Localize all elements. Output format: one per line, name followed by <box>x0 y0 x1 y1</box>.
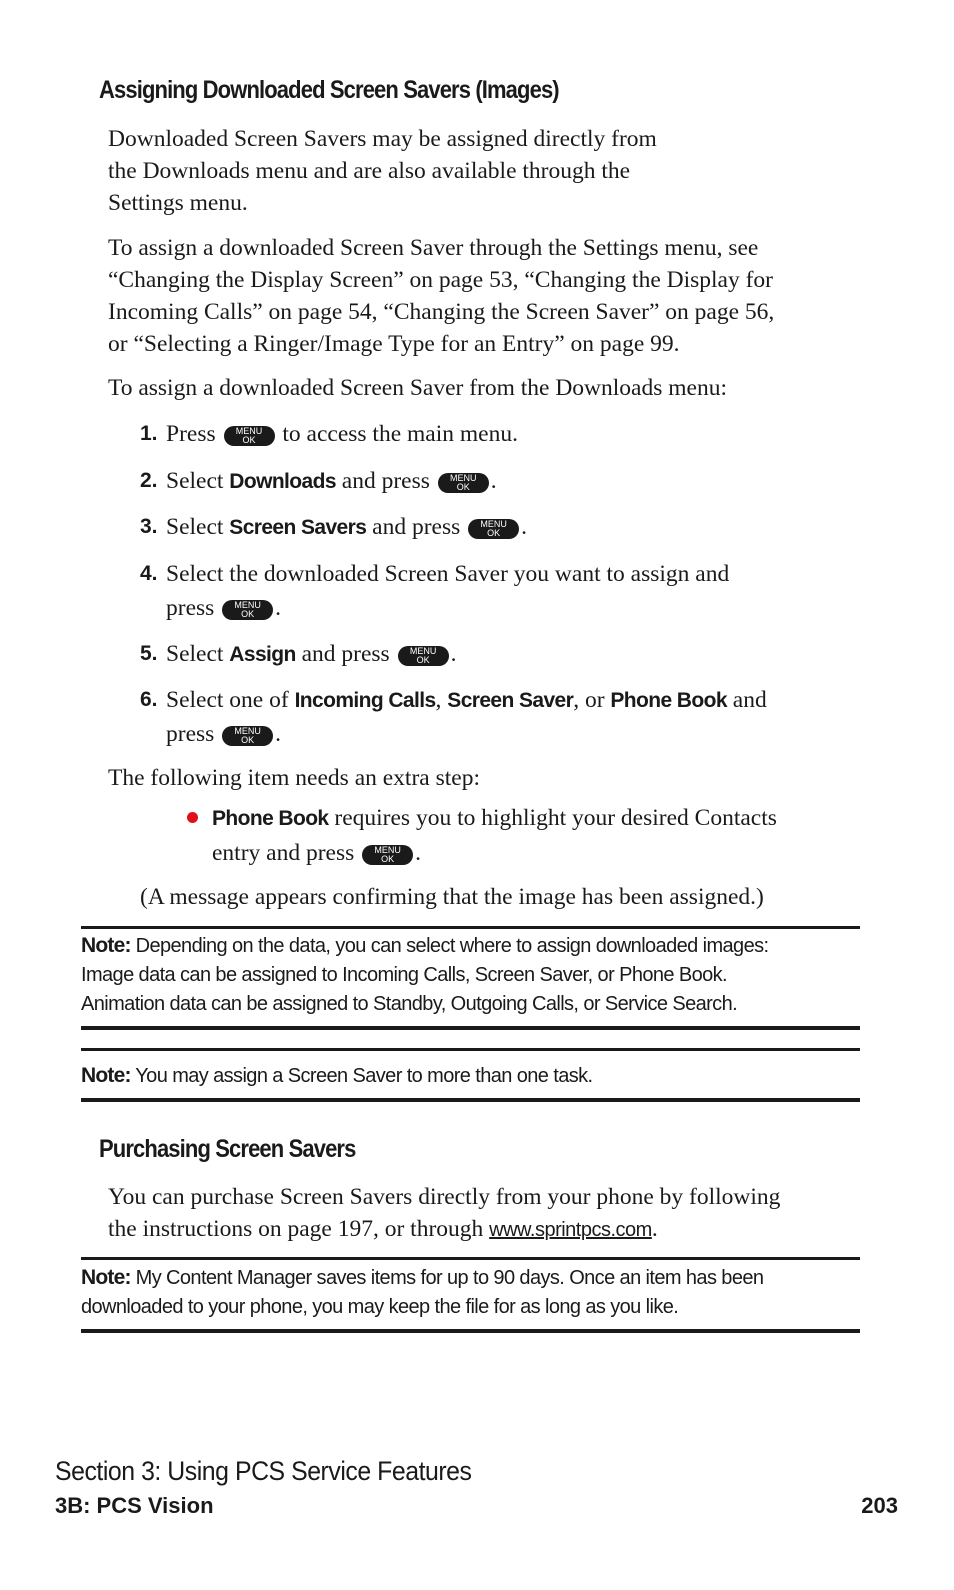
step-text: requires you to highlight your desired Contacts <box>334 805 777 831</box>
text-line: the instructions on page 197, or through <box>108 1216 484 1242</box>
text-line: You can purchase Screen Savers directly from your phone by following <box>108 1184 781 1210</box>
section-heading: Purchasing Screen Savers <box>99 1135 356 1163</box>
step-1 <box>0 417 954 451</box>
menu-option-screen-saver: Screen Saver <box>447 689 574 712</box>
punctuation: , <box>435 687 442 713</box>
punctuation: . <box>275 721 282 747</box>
text-line: Downloaded Screen Savers may be assigned directly from <box>108 126 657 152</box>
note-content-manager <box>81 1263 861 1322</box>
text-line: the Downloads menu and are also available through the <box>108 158 631 184</box>
step-text: Select the downloaded Screen Saver you want to assign and <box>166 561 730 587</box>
text-line: To assign a downloaded Screen Saver through the Settings menu, see <box>108 235 759 261</box>
step-text: and press <box>341 468 430 494</box>
text-line: Incoming Calls” on page 54, “Changing the Screen Saver” on page 56, <box>108 299 775 325</box>
menu-ok-key-icon: MENU OK <box>362 845 413 865</box>
punctuation: . <box>275 595 282 621</box>
footer-subsection: 3B: PCS Vision <box>55 1493 214 1518</box>
menu-option-screen-savers: Screen Savers <box>229 516 367 539</box>
step-number: 6. <box>140 688 158 711</box>
note-multiple-tasks <box>81 1061 861 1091</box>
step-text: press <box>166 595 215 621</box>
punctuation: . <box>450 641 457 667</box>
punctuation: . <box>415 840 422 866</box>
step-text: Press <box>166 421 216 447</box>
step-4 <box>0 557 954 625</box>
step-number: 5. <box>140 642 158 665</box>
note-text: Animation data can be assigned to Standby, Outgoing Calls, or Service Search. <box>81 993 738 1015</box>
step-3 <box>0 510 954 544</box>
step-number: 3. <box>140 515 158 538</box>
menu-option-incoming-calls: Incoming Calls <box>294 689 436 712</box>
text-line: or “Selecting a Ringer/Image Type for an Entry” on page 99. <box>108 331 680 357</box>
note-text: You may assign a Screen Saver to more than one task. <box>135 1065 593 1087</box>
footer-section-title: Section 3: Using PCS Service Features <box>55 1456 472 1486</box>
step-text: Select <box>166 641 224 667</box>
menu-ok-key-icon: MENU OK <box>222 726 273 746</box>
note-label: Note: <box>81 1266 131 1289</box>
divider <box>81 1098 860 1102</box>
intro-paragraph <box>108 123 868 219</box>
text-line: Settings menu. <box>108 190 248 216</box>
step-text: to access the main menu. <box>282 421 518 447</box>
step-5 <box>0 637 954 671</box>
divider <box>81 1329 860 1333</box>
step-number: 4. <box>140 562 158 585</box>
note-text: downloaded to your phone, you may keep the file for as long as you like. <box>81 1296 679 1318</box>
note-label: Note: <box>81 1064 131 1087</box>
step-text: entry and press <box>212 840 355 866</box>
step-text: Select <box>166 514 224 540</box>
punctuation: . <box>651 1216 658 1242</box>
divider <box>81 1026 860 1030</box>
step-text: Select one of <box>166 687 289 713</box>
sprintpcs-link[interactable]: www.sprintpcs.com <box>489 1219 652 1241</box>
note-text: My Content Manager saves items for up to 90 days. Once an item has been <box>135 1267 764 1289</box>
punctuation: . <box>521 514 528 540</box>
step-text: and press <box>301 641 390 667</box>
step-text: press <box>166 721 215 747</box>
menu-ok-key-icon: MENU OK <box>222 600 273 620</box>
divider <box>81 926 860 929</box>
divider <box>81 1257 860 1260</box>
divider <box>81 1048 860 1051</box>
menu-option-phone-book: Phone Book <box>610 689 727 712</box>
downloads-intro: To assign a downloaded Screen Saver from the Downloads menu: <box>108 375 727 401</box>
punctuation: . <box>490 468 497 494</box>
menu-ok-key-icon: MENU OK <box>468 519 519 539</box>
step-text: and press <box>372 514 461 540</box>
menu-option-downloads: Downloads <box>229 470 336 493</box>
extra-step-intro: The following item needs an extra step: <box>108 765 480 791</box>
purchase-paragraph <box>108 1181 878 1246</box>
step-text: and <box>732 687 767 713</box>
note-text: Image data can be assigned to Incoming Calls, Screen Saver, or Phone Book. <box>81 964 728 986</box>
step-number: 1. <box>140 422 158 445</box>
note-label: Note: <box>81 934 131 957</box>
menu-option-phone-book: Phone Book <box>212 807 329 830</box>
menu-ok-key-icon: MENU OK <box>398 646 449 666</box>
extra-step-item <box>212 801 872 870</box>
step-text: , or <box>573 687 605 713</box>
menu-ok-key-icon: MENU OK <box>224 426 275 446</box>
section-heading: Assigning Downloaded Screen Savers (Images) <box>99 76 559 104</box>
step-2 <box>0 464 954 498</box>
menu-ok-key-icon: MENU OK <box>438 473 489 493</box>
step-6 <box>0 683 954 751</box>
settings-paragraph <box>108 232 878 360</box>
page-number: 203 <box>861 1493 898 1518</box>
confirmation-message: (A message appears confirming that the image has been assigned.) <box>140 884 764 910</box>
note-text: Depending on the data, you can select where to assign downloaded images: <box>135 935 769 957</box>
bullet-icon <box>187 812 198 823</box>
menu-option-assign: Assign <box>229 643 296 666</box>
note-download-data <box>81 931 861 1019</box>
step-number: 2. <box>140 469 158 492</box>
step-text: Select <box>166 468 224 494</box>
text-line: “Changing the Display Screen” on page 53, “Changing the Display for <box>108 267 774 293</box>
